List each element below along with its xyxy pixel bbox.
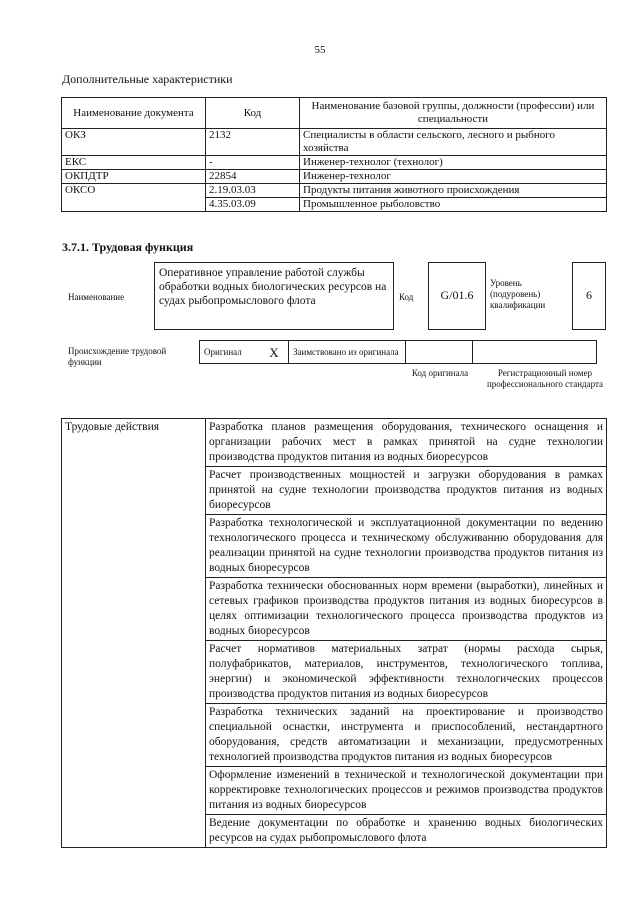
labor-function-title: 3.7.1. Трудовая функция	[62, 240, 194, 254]
row-name: Инженер-технолог (технолог)	[300, 156, 607, 170]
function-name-label: Наименование	[68, 292, 125, 302]
reg-number-caption: Регистрационный номер профессионального стандарта	[486, 368, 604, 389]
row-name: Продукты питания животного происхождения	[300, 184, 607, 198]
characteristics-table	[61, 97, 607, 212]
row-code: -	[206, 156, 300, 170]
origin-code-cell	[406, 341, 473, 364]
row-name: Специалисты в области сельского, лесного и рыбного хозяйства	[300, 129, 607, 156]
origin-row	[200, 341, 597, 364]
labor-action-item: Расчет производственных мощностей и загрузки оборудования в рамках принятой на судне технологии производства продуктов питания из водных биоресурсов	[206, 467, 607, 515]
row-code: 4.35.03.09	[206, 198, 300, 212]
row-name: Инженер-технолог	[300, 170, 607, 184]
origin-code-caption: Код оригинала	[411, 368, 469, 378]
page-number: 55	[314, 44, 326, 56]
labor-action-item: Оформление изменений в технической и технологической документации при корректировке технологических процессов и режимов производства продуктов питания из водных биоресурсов	[206, 767, 607, 815]
qualification-level-value: 6	[572, 262, 606, 330]
table-row	[62, 129, 607, 156]
original-mark: X	[260, 341, 289, 364]
function-origin-label: Происхождение трудовой функции	[68, 346, 167, 367]
labor-action-item: Ведение документации по обработке и хранению водных биологических ресурсов на судах рыбопромыслового флота	[206, 815, 607, 848]
labor-actions-table	[61, 418, 607, 848]
function-name-value: Оперативное управление работой службы обработки водных биологических ресурсов на судах рыбопромыслового флота	[154, 262, 394, 330]
row-code: 2132	[206, 129, 300, 156]
header-document: Наименование документа	[62, 98, 206, 129]
reg-number-cell	[473, 341, 597, 364]
labor-action-item: Разработка технических заданий на проектирование и производство специальной оснастки, инструмента и приспособлений, нестандартного оборудования, средств автоматизации и механизации, предусмотренных технологией производства продуктов питания из водных биоресурсов	[206, 704, 607, 767]
table-row	[62, 184, 607, 198]
row-document: ОКСО	[62, 184, 206, 212]
row-document: ЕКС	[62, 156, 206, 170]
code-label: Код	[399, 292, 414, 302]
table-row	[62, 156, 607, 170]
table-row	[62, 419, 607, 467]
table-row	[62, 170, 607, 184]
function-code-value: G/01.6	[428, 262, 486, 330]
labor-action-item: Разработка технически обоснованных норм времени (выработки), линейных и сетевых графиков производства продуктов питания из водных биоресурсов в целях оптимизации технологического процесса производства продуктов из водных биоресурсов	[206, 578, 607, 641]
row-document: ОКЗ	[62, 129, 206, 156]
labor-action-item: Расчет нормативов материальных затрат (нормы расхода сырья, полуфабрикатов, материалов, инструментов, технологического топлива, энергии) и экономической эффективности технологических процессов производства продуктов питания из водных биоресурсов	[206, 641, 607, 704]
table-header-row	[62, 98, 607, 129]
row-code: 2.19.03.03	[206, 184, 300, 198]
qualification-level-label: Уровень (подуровень) квалификации	[490, 278, 546, 310]
labor-action-item: Разработка планов размещения оборудования, технического оснащения и организации рабочих мест в рамках принятой на судне технологии производства продуктов питания из водных биоресурсов	[206, 419, 607, 467]
original-label: Оригинал	[200, 341, 261, 364]
row-name: Промышленное рыболовство	[300, 198, 607, 212]
row-code: 22854	[206, 170, 300, 184]
borrowed-label: Заимствовано из оригинала	[289, 341, 406, 364]
section-title: Дополнительные характеристики	[62, 72, 233, 86]
header-code: Код	[206, 98, 300, 129]
row-document: ОКПДТР	[62, 170, 206, 184]
labor-actions-label: Трудовые действия	[62, 419, 206, 848]
origin-table	[199, 340, 597, 364]
header-group-name: Наименование базовой группы, должности (профессии) или специальности	[300, 98, 607, 129]
labor-action-item: Разработка технологической и эксплуатационной документации по ведению технологического процесса и техническому обслуживанию оборудования для реализации принятой на судне технологии производства продуктов питания из водных биоресурсов	[206, 515, 607, 578]
